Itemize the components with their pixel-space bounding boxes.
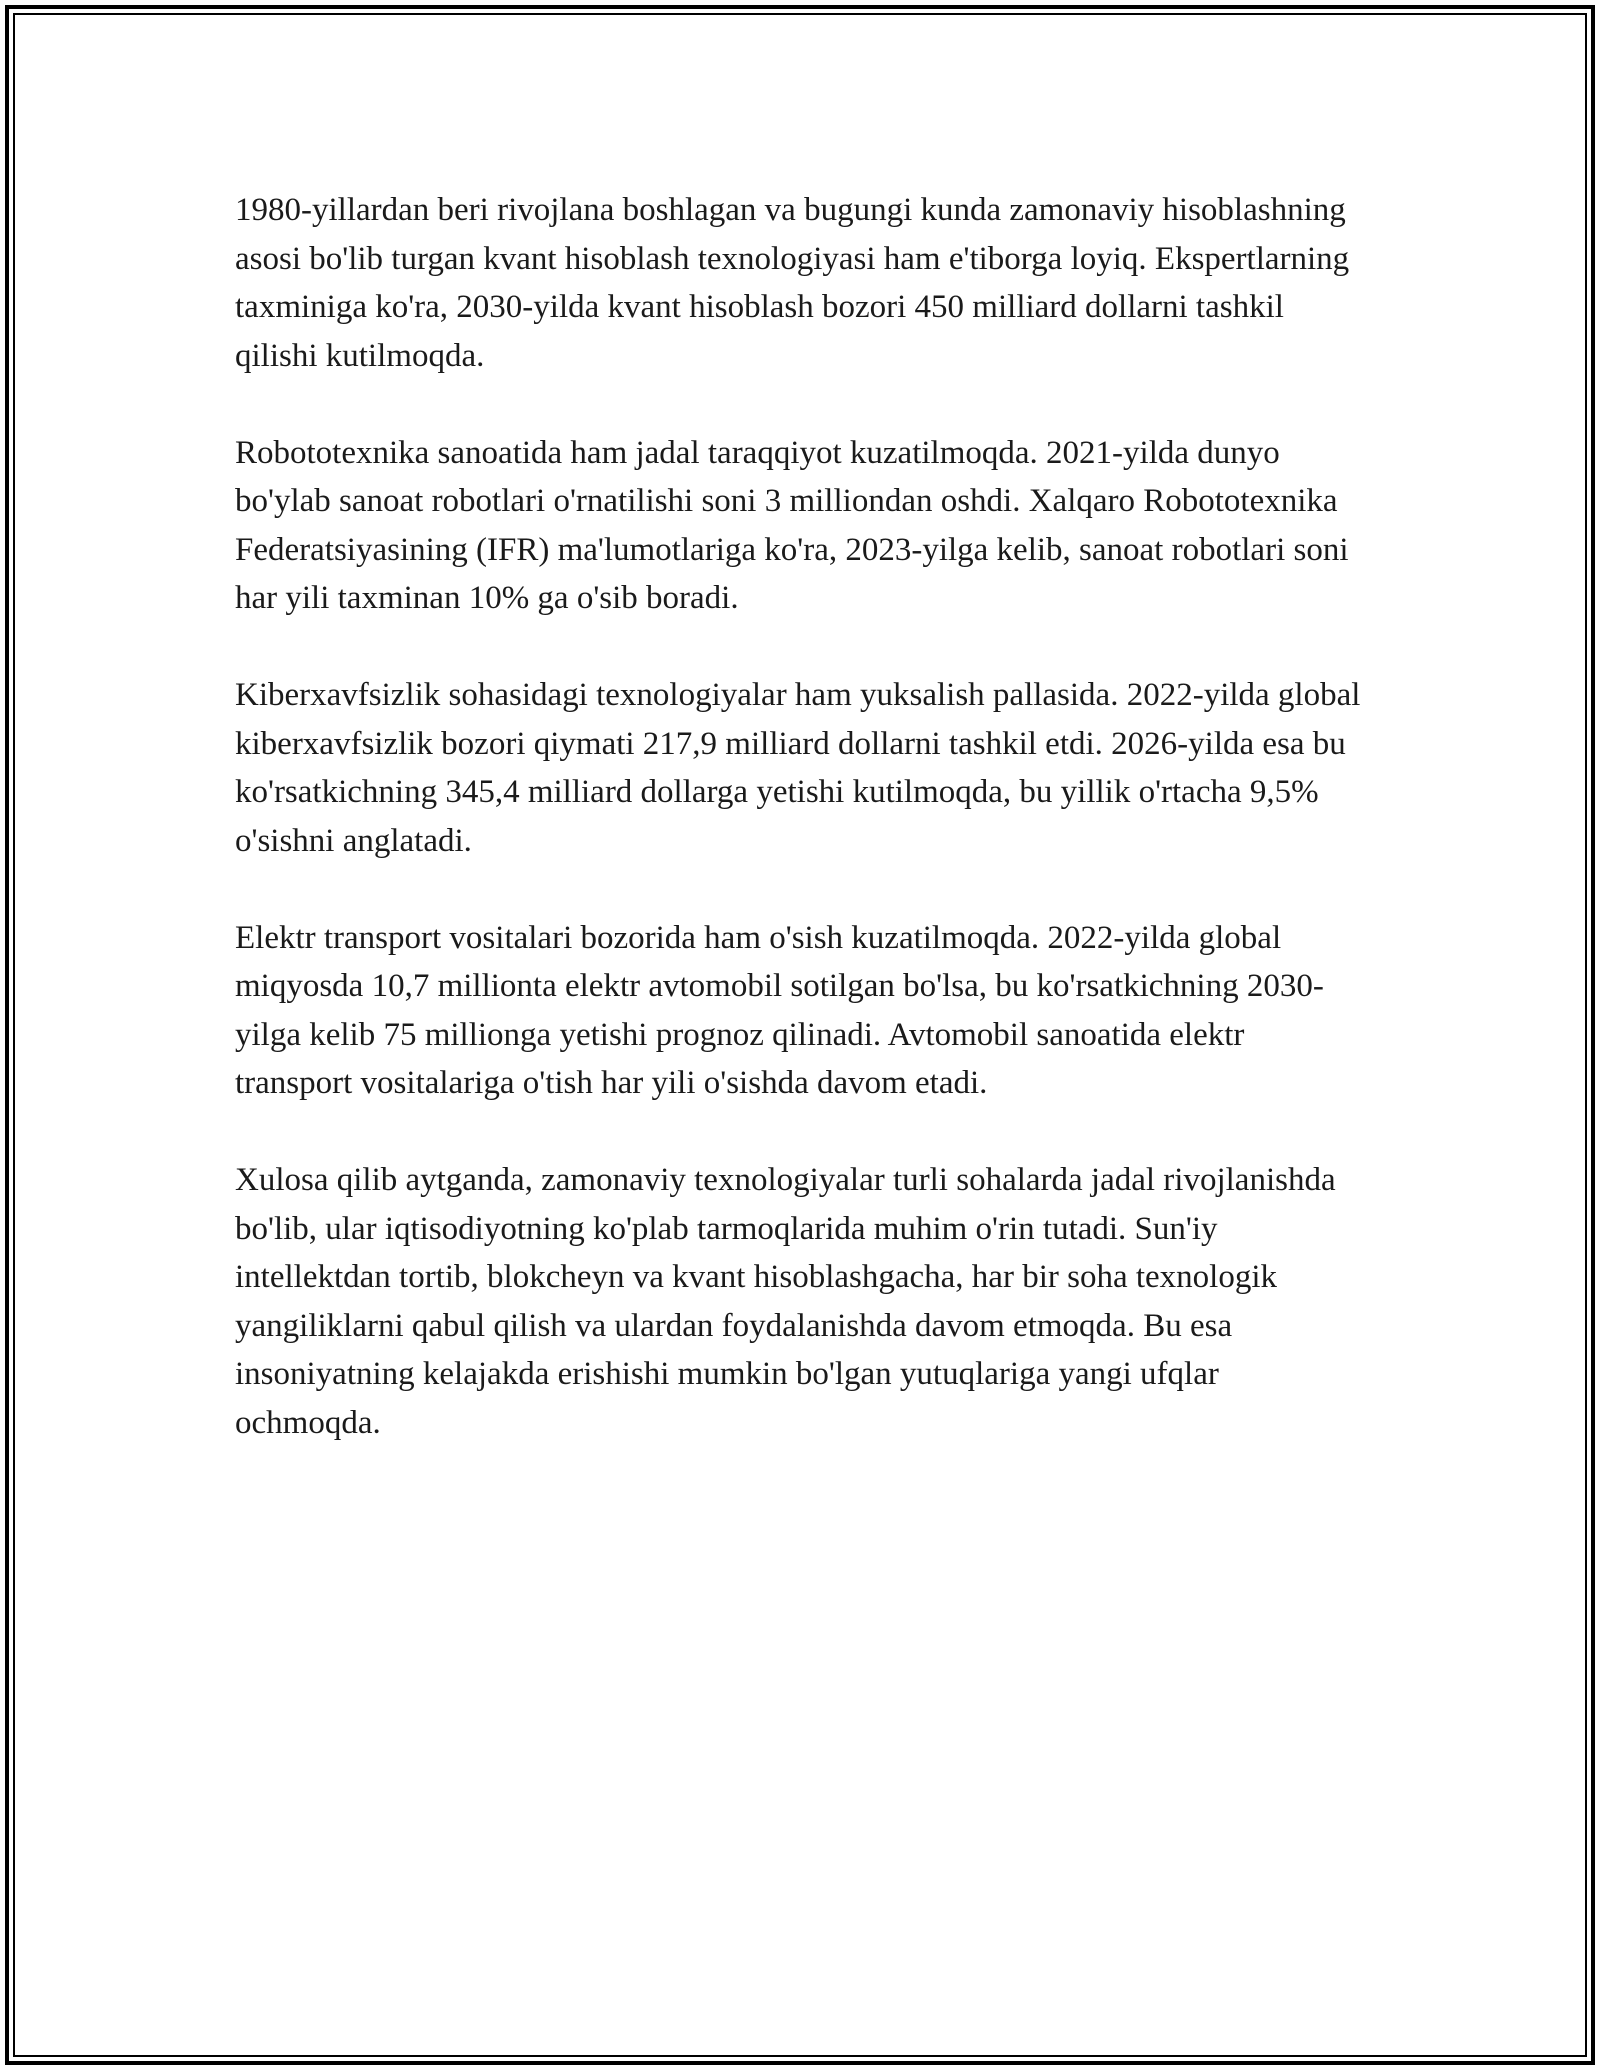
paragraph-electric-vehicles: Elektr transport vositalari bozorida ham o'sish kuzatilmoqda. 2022-yilda global miqyosda 10,7 millionta elektr avtomobil sotilgan bo'lsa, bu ko'rsatkichning 2030-yilga kelib 75 millionga yetishi prognoz qilinadi. Avtomobil sanoatida elektr transport vositalariga o'tish har yili o'sishda davom etadi. [235, 919, 1324, 1101]
paragraph-robotics: Robototexnika sanoatida ham jadal taraqqiyot kuzatilmoqda. 2021-yilda dunyo bo'ylab sanoat robotlari o'rnatilishi soni 3 milliondan oshdi. Xalqaro Robototexnika Federatsiyasining (IFR) ma'lumotlariga ko'ra, 2023-yilga kelib, sanoat robotlari soni har yili taxminan 10% ga o'sib boradi. [235, 434, 1349, 616]
paragraph-conclusion: Xulosa qilib aytganda, zamonaviy texnologiyalar turli sohalarda jadal rivojlanishda bo'lib, ular iqtisodiyotning ko'plab tarmoqlarida muhim o'rin tutadi. Sun'iy intellektdan tortib, blokcheyn va kvant hisoblashgacha, har bir soha texnologik yangiliklarni qabul qilish va ulardan foydalanishda davom etmoqda. Bu esa insoniyatning kelajakda erishishi mumkin bo'lgan yutuqlariga yangi ufqlar ochmoqda. [235, 1162, 1336, 1441]
paragraph-cybersecurity: Kiberxavfsizlik sohasidagi texnologiyalar ham yuksalish pallasida. 2022-yilda global kiberxavfsizlik bozori qiymati 217,9 milliard dollarni tashkil etdi. 2026-yilda esa bu ko'rsatkichning 345,4 milliard dollarga yetishi kutilmoqda, bu yillik o'rtacha 9,5% o'sishni anglatadi. [235, 677, 1361, 859]
document-body [235, 186, 1365, 1447]
paragraph-quantum-computing: 1980-yillardan beri rivojlana boshlagan va bugungi kunda zamonaviy hisoblashning asosi bo'lib turgan kvant hisoblash texnologiyasi ham e'tiborga loyiq. Ekspertlarning taxminiga ko'ra, 2030-yilda kvant hisoblash bozori 450 milliard dollarni tashkil qilishi kutilmoqda. [235, 192, 1350, 374]
